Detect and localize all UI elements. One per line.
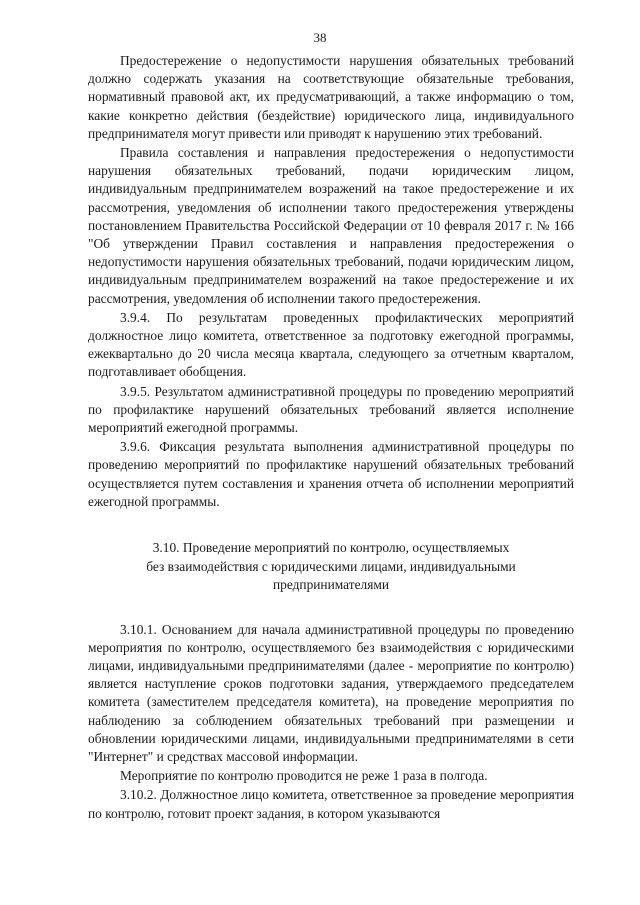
page-number: 38 bbox=[313, 30, 327, 45]
paragraph-3-10-1: 3.10.1. Основанием для начала административной процедуры по проведению мероприятия по контролю, осуществляемого без взаимодействия с юридическими лицами, индивидуальными предпринимателями (далее - мероприятие по контролю) является наступление сроков подготовки задания, утверждаемого председателем комитета (заместителем председателя комитета), на проведение мероприятия по наблюдению за соблюдением обязательных требований при размещении и обновлении юридическими лицами, индивидуальными предпринимателями в сети "Интернет" и средствах массовой информации. bbox=[88, 621, 574, 764]
section-heading-line: без взаимодействия с юридическими лицами, индивидуальными bbox=[146, 558, 516, 574]
paragraph-frequency: Мероприятие по контролю проводится не реже 1 раза в полгода. bbox=[120, 768, 488, 784]
paragraph-3-9-5: 3.9.5. Результатом административной процедуры по проведению мероприятий по профилактике нарушений обязательных требований является исполнение мероприятий ежегодной программы. bbox=[88, 383, 574, 436]
paragraph-3-9-4: 3.9.4. По результатам проведенных профилактических мероприятий должностное лицо комитета, ответственное за подготовку ежегодной программы, ежеквартально до 20 числа месяца квартала, следующего за отчетным кварталом, подготавливает обобщения. bbox=[88, 309, 574, 380]
page-content bbox=[88, 52, 574, 823]
paragraph-3-9-6: 3.9.6. Фиксация результата выполнения административной процедуры по проведению мероприятий по профилактике нарушений обязательных требований осуществляется путем составления и хранения отчета об исполнении мероприятий ежегодной программы. bbox=[88, 439, 574, 509]
paragraph-warning-content: Предостережение о недопустимости нарушения обязательных требований должно содержать указания на соответствующие обязательные требования, нормативный правовой акт, их предусматривающий, а также информацию о том, какие конкретно действия (бездействие) юридического лица, индивидуального предпринимателя могут привести или приводят к нарушению этих требований. bbox=[88, 53, 574, 141]
section-heading-line: предпринимателями bbox=[272, 577, 390, 593]
paragraph-warning-rules: Правила составления и направления предостережения о недопустимости нарушения обязательных требований, подачи юридическим лицом, индивидуальным предпринимателем возражений на такое предостережение и их рассмотрения, уведомления об исполнении такого предостережения утверждены постановлением Правительства Российской Федерации от 10 февраля 2017 г. № 166 "Об утверждении Правил составления и направления предостережения о недопустимости нарушения обязательных требований, подачи юридическим лицом, индивидуальным предпринимателем возражений на такое предостережение и их рассмотрения, уведомления об исполнении такого предостережения. bbox=[88, 145, 574, 306]
paragraph-3-10-2: 3.10.2. Должностное лицо комитета, ответственное за проведение мероприятия по контролю, готовит проект задания, в котором указываются bbox=[88, 787, 574, 821]
section-heading-3-10 bbox=[88, 539, 574, 595]
section-heading-line: 3.10. Проведение мероприятий по контролю, осуществляемых bbox=[152, 540, 510, 556]
